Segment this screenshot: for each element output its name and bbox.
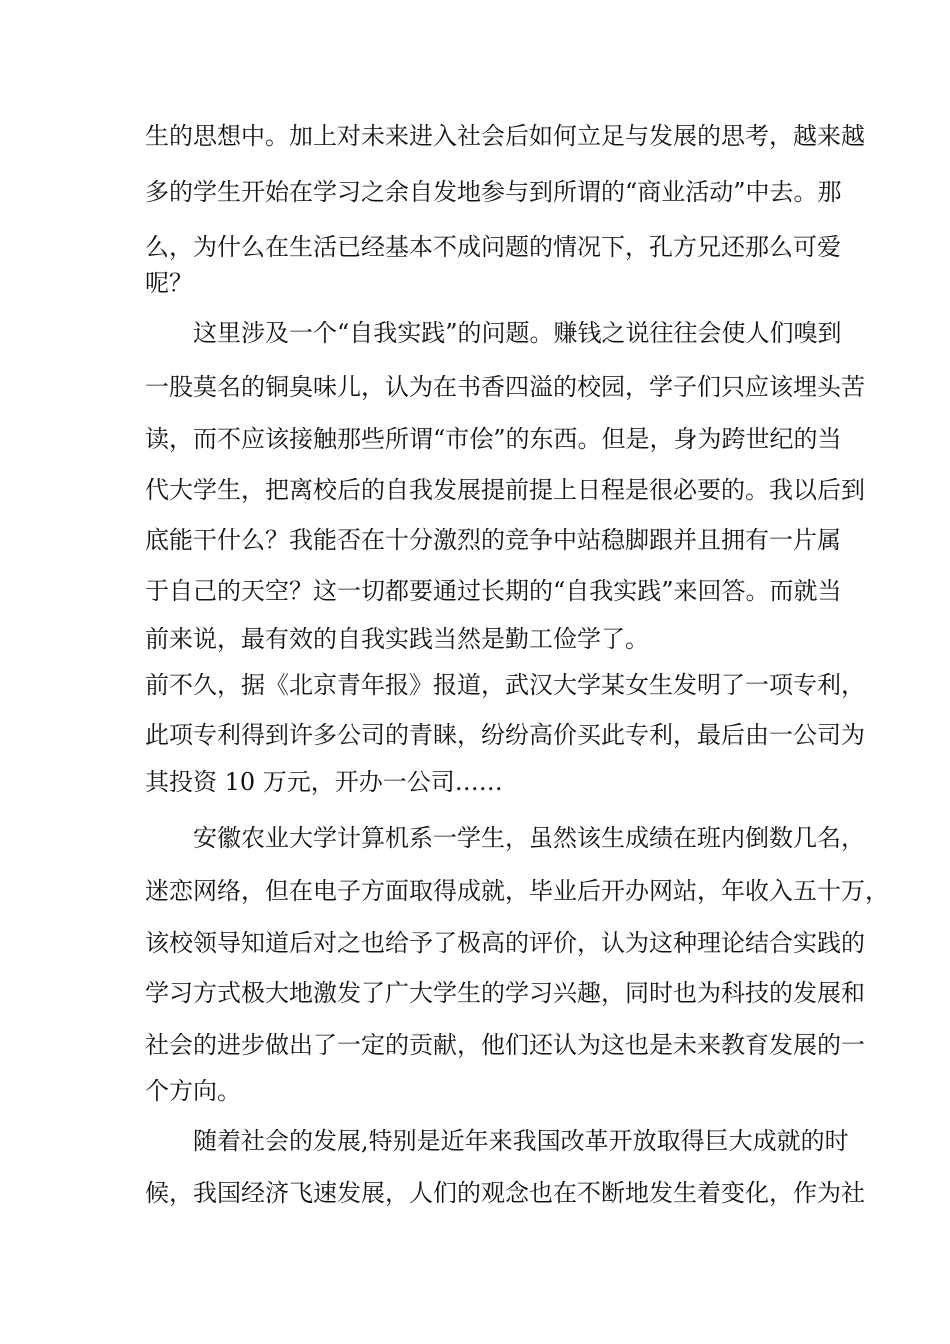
text-line: 呢？ [145,269,193,297]
text-line: 前不久，据《北京青年报》报道，武汉大学某女生发明了一项专利， [145,671,865,699]
text-line: 多的学生开始在学习之余自发地参与到所谓的“商业活动”中去。那 [145,178,842,206]
text-line: 候，我国经济飞速发展，人们的观念也在不断地发生着变化，作为社 [145,1179,865,1207]
text-line: 此项专利得到许多公司的青睐，纷纷高价买此专利，最后由一公司为 [145,721,865,749]
text-line: 学习方式极大地激发了广大学生的学习兴趣，同时也为科技的发展和 [145,979,865,1007]
text-line: 其投资 10 万元，开办一公司…… [145,768,503,796]
text-line: 读，而不应该接触那些所谓“市侩”的东西。但是，身为跨世纪的当 [145,425,842,453]
text-line: 么，为什么在生活已经基本不成问题的情况下，孔方兄还那么可爱 [145,233,841,261]
paragraph-first-line: 这里涉及一个“自我实践”的问题。赚钱之说往往会使人们嗅到 [193,319,842,347]
text-line: 前来说，最有效的自我实践当然是勤工俭学了。 [145,625,649,653]
text-line: 迷恋网络，但在电子方面取得成就，毕业后开办网站，年收入五十万， [145,877,889,905]
text-line: 底能干什么？我能否在十分激烈的竞争中站稳脚跟并且拥有一片属 [145,526,841,554]
text-line: 社会的进步做出了一定的贡献，他们还认为这也是未来教育发展的一 [145,1031,865,1059]
text-line: 个方向。 [145,1077,241,1105]
text-line: 一股莫名的铜臭味儿，认为在书香四溢的校园，学子们只应该埋头苦 [145,373,865,401]
text-line: 代大学生，把离校后的自我发展提前提上日程是很必要的。我以后到 [145,476,865,504]
text-line: 生的思想中。加上对未来进入社会后如何立足与发展的思考，越来越 [145,122,865,150]
text-line: 该校领导知道后对之也给予了极高的评价，认为这种理论结合实践的 [145,929,865,957]
paragraph-first-line: 随着社会的发展,特别是近年来我国改革开放取得巨大成就的时 [193,1127,849,1155]
paragraph-first-line: 安徽农业大学计算机系一学生，虽然该生成绩在班内倒数几名， [193,824,865,852]
text-line: 于自己的天空？这一切都要通过长期的“自我实践”来回答。而就当 [145,577,842,605]
